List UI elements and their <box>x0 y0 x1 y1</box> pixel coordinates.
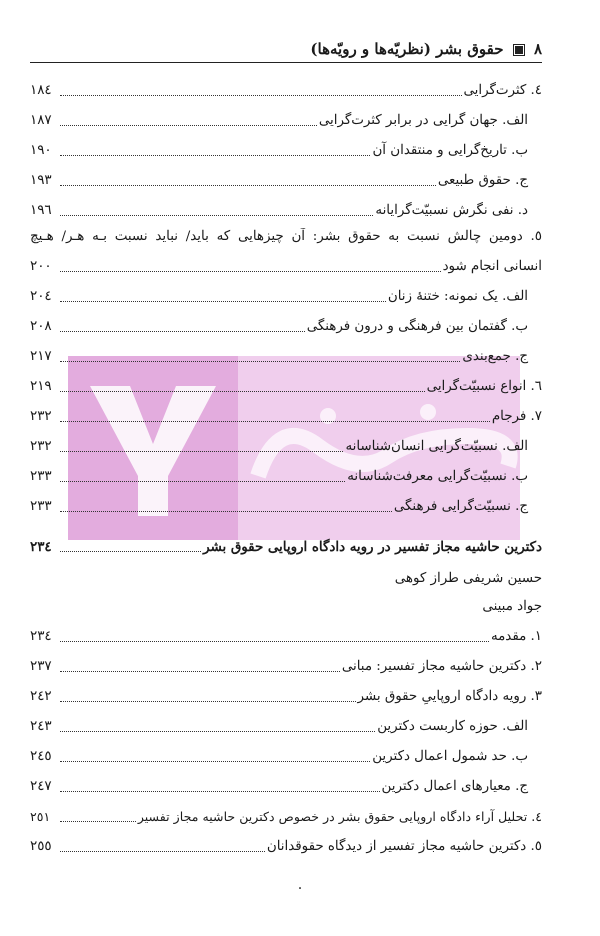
toc-entry-page: ١٩٣ <box>30 173 52 188</box>
toc-entry-page: ٢٣٣ <box>30 469 52 484</box>
toc-entry-title: ٥. دومین چالش نسبت به حقوق بشر: آن چیزهایی که باید/ نباید نسبت بـه هـر/ هـیچ <box>30 229 542 244</box>
dot-leader <box>60 319 305 332</box>
toc-entry-page: ٢٤٣ <box>30 719 52 734</box>
toc-entry-page: ٢٣٣ <box>30 499 52 514</box>
dot-leader <box>60 659 340 672</box>
dot-leader <box>60 809 136 822</box>
toc-entry-page: ٢١٧ <box>30 349 52 364</box>
toc-entry[interactable] <box>30 316 542 336</box>
toc-entry[interactable] <box>30 686 542 706</box>
dot-leader <box>60 83 462 96</box>
toc-entry[interactable] <box>30 776 542 796</box>
dot-leader <box>60 289 386 302</box>
toc-entry[interactable] <box>30 256 542 276</box>
page-folio: ٠ <box>296 880 304 896</box>
dot-leader <box>60 409 490 422</box>
toc-entry[interactable] <box>30 806 542 826</box>
toc-entry[interactable] <box>30 746 542 766</box>
toc-entry-page: ٢٠٨ <box>30 319 52 334</box>
square-bullet-icon <box>515 46 523 54</box>
toc-entry-title: ج. جمع‌بندی <box>462 349 528 364</box>
dot-leader <box>60 173 436 186</box>
toc-entry-title: ب. نسبیّت‌گرایی معرفت‌شناسانه <box>347 469 528 484</box>
dot-leader <box>60 839 265 852</box>
toc-entry-page: ٢٤٥ <box>30 749 52 764</box>
toc-entry[interactable] <box>30 170 542 190</box>
header-title: حقوق بشر (نظریّه‌ها و رویّه‌ها) <box>310 40 504 58</box>
toc-entry-page: ١٩٦ <box>30 203 52 218</box>
dot-leader <box>60 499 392 512</box>
toc-entry-page: ٢٣٤ <box>30 629 52 644</box>
toc-entry-line[interactable] <box>30 228 542 248</box>
toc-entry-title: ب. گفتمان بین فرهنگی و درون فرهنگی <box>306 319 528 334</box>
toc-entry-page: ٢١٩ <box>30 379 52 394</box>
toc-entry[interactable] <box>30 496 542 516</box>
toc-entry[interactable] <box>30 376 542 396</box>
toc-entry-page: ٢٠٠ <box>30 259 52 274</box>
toc-entry-title: انسانی انجام شود <box>442 259 542 274</box>
toc-entry[interactable] <box>30 406 542 426</box>
toc-entry-title: ٢. دکترین حاشیه مجاز تفسیر: مبانی <box>341 659 542 674</box>
toc-entry-title: دکترین حاشیه مجاز تفسیر در رویه دادگاه اروپایی حقوق بشر <box>203 539 542 555</box>
toc-entry-title: ٧. فرجام <box>491 409 542 424</box>
toc-entry-title: ج. حقوق طبیعی <box>437 173 528 188</box>
toc-entry[interactable] <box>30 286 542 306</box>
dot-leader <box>60 539 201 552</box>
toc-entry-title: ٣. رویه دادگاه اروپاییِ حقوق بشر <box>357 689 542 704</box>
toc-entry-page: ٢٣٢ <box>30 409 52 424</box>
toc-entry-title: ٤. تحلیل آراء دادگاه اروپایی حقوق بشر در خصوص دکترین حاشیه مجاز تفسیر <box>137 809 542 824</box>
toc-entry-page: ١٨٤ <box>30 83 52 98</box>
toc-entry-page: ٢٥١ <box>30 809 51 824</box>
toc-entry-page: ٢٥٥ <box>30 839 52 854</box>
toc-entry-title: ٦. انواع نسبیّت‌گرایی <box>426 379 542 394</box>
toc-entry[interactable] <box>30 656 542 676</box>
dot-leader <box>60 203 373 216</box>
dot-leader <box>60 689 356 702</box>
toc-entry-title: ٥. دکترین حاشیه مجاز تفسیر از دیدگاه حقوقدانان <box>266 839 542 854</box>
dot-leader <box>60 379 425 392</box>
toc-entry-page: ٢٤٢ <box>30 689 52 704</box>
toc-chapter-entry[interactable] <box>30 536 542 556</box>
toc-entry[interactable] <box>30 200 542 220</box>
dot-leader <box>60 349 460 362</box>
toc-entry-title: الف. یک نمونه: ختنهٔ زنان <box>387 289 528 304</box>
toc-entry-page: ٢٣٢ <box>30 439 52 454</box>
toc-entry[interactable] <box>30 466 542 486</box>
dot-leader <box>60 469 345 482</box>
dot-leader <box>60 259 441 272</box>
toc-entry-title: د. نفی نگرش نسبیّت‌گرایانه <box>375 203 528 218</box>
toc-entry[interactable] <box>30 836 542 856</box>
chapter-author: حسین شریفی طراز کوهی <box>394 571 542 586</box>
running-header <box>30 40 542 63</box>
toc-entry[interactable] <box>30 626 542 646</box>
toc-entry-title: ج. نسبیّت‌گرایی فرهنگی <box>393 499 528 514</box>
toc-entry-title: ٤. کثرت‌گرایی <box>463 83 542 98</box>
toc-entry-page: ٢٣٧ <box>30 659 52 674</box>
toc-entry[interactable] <box>30 80 542 100</box>
toc-entry-page: ٢٤٧ <box>30 779 52 794</box>
toc-entry[interactable] <box>30 140 542 160</box>
dot-leader <box>60 439 343 452</box>
toc-entry-title: الف. جهان گرایی در برابر کثرت‌گرایی <box>318 113 528 128</box>
toc-entry-page: ٢٣٤ <box>30 539 52 555</box>
toc-entry-page: ٢٠٤ <box>30 289 52 304</box>
header-page-number: ۸ <box>533 40 542 58</box>
toc-entry[interactable] <box>30 346 542 366</box>
toc-entry-title: ب. تاریخ‌گرایی و منتقدان آن <box>372 143 528 158</box>
chapter-author: جواد مبینی <box>482 599 542 614</box>
toc-entry[interactable] <box>30 716 542 736</box>
dot-leader <box>60 719 375 732</box>
toc-entry[interactable] <box>30 436 542 456</box>
toc-entry-title: الف. نسبیّت‌گرایی انسان‌شناسانه <box>345 439 528 454</box>
toc-entry-page: ١٨٧ <box>30 113 52 128</box>
toc-entry-page: ١٩٠ <box>30 143 52 158</box>
dot-leader <box>60 629 489 642</box>
toc-entry[interactable] <box>30 110 542 130</box>
toc-entry-title: ب. حد شمول اعمال دکترین <box>372 749 528 764</box>
toc-entry-title: ج. معیارهای اعمال دکترین <box>381 779 528 794</box>
dot-leader <box>60 143 370 156</box>
dot-leader <box>60 779 380 792</box>
dot-leader <box>60 113 317 126</box>
toc-entry-title: ١. مقدمه <box>490 629 542 644</box>
dot-leader <box>60 749 370 762</box>
toc-entry-title: الف. حوزه کاربست دکترین <box>377 719 528 734</box>
